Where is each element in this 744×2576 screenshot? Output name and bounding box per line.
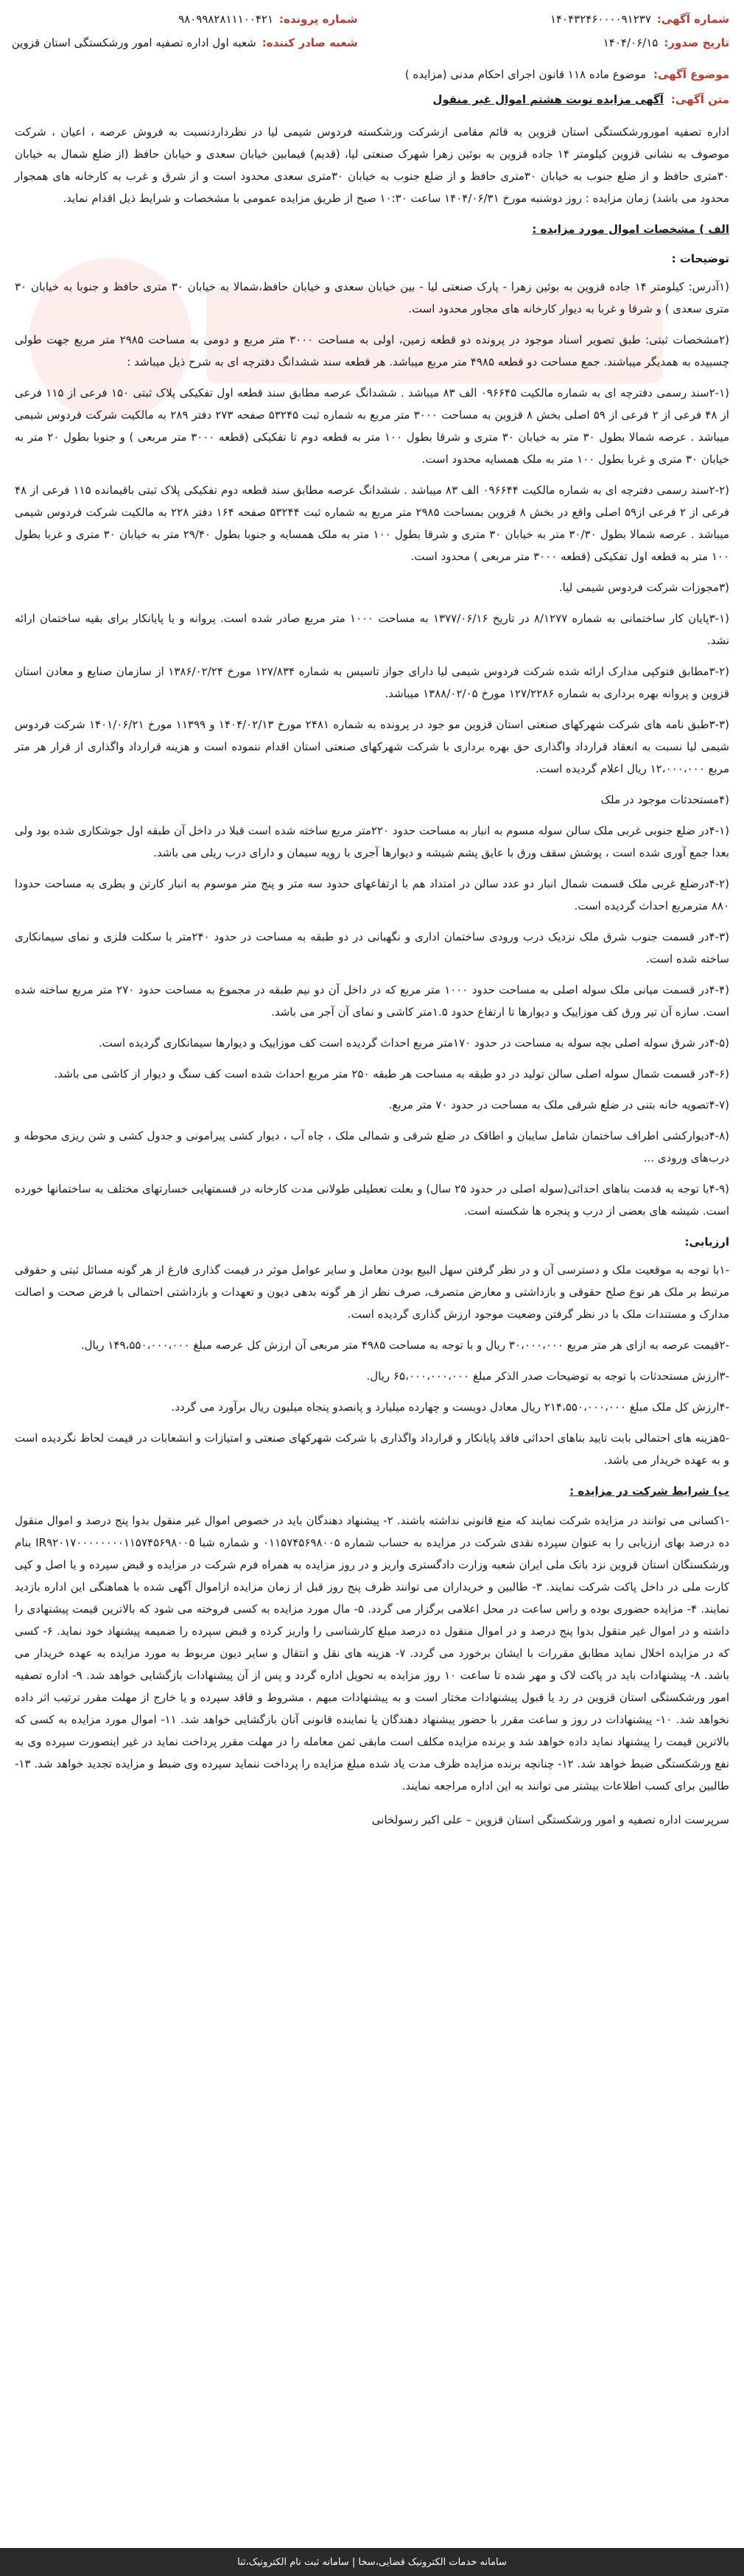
case-number-label: شماره پرونده: [279,13,358,26]
explanations-heading: توضیحات : [671,252,729,265]
header-right-column [386,7,729,55]
item-2-registration: (۲مشخصات ثبتی: طبق تصویر اسناد موجود در پرونده دو قطعه زمین، اولی به مساحت ۳۰۰۰ متر مربع و دومی به مساحت ۲۹۸۵ متر مربع جهت طولی چسبیده به همدیگر میباشند. جمع مساحت دو قطعه ۴۹۸۵ متر مربع میباشد. هر قطعه سند ششدانگ دفترچه ای به شرح ذیل میباشد : [15,333,729,369]
item-4-8-building: (۴-۸دیوارکشی اطراف ساختمان شامل سایبان و اطاقک در ضلع شرقی و شمالی ملک ، چاه آب ، دیوار کشی پیرامونی و جدول کشی و شن ریزی محوطه و درب‌های ورودی ... [15,1129,729,1165]
footer-bar [0,2548,744,2576]
issue-date-label: تاریخ صدور: [664,36,729,49]
item-1-address: (۱آدرس: کیلومتر ۱۴ جاده قزوین به بوئین زهرا - پارک صنعتی لیا - بین خیابان سعدی و خیابان حافظ،شمالا به خیابان ۳۰ متری حافظ و جنوبا به خیابان ۳۰ متری سعدی ) و شرقا و غربا به دیوار کارخانه های مجاور محدود است. [15,280,729,315]
footer-text: سامانه خدمات الکترونیک قضایی،سخا | سامانه ثبت نام الکترونیک،ثنا [237,2556,507,2568]
item-4-6-building: (۴-۶در قسمت شمال سوله اصلی سالن تولید در دو طبقه به مساحت هر طبقه ۲۵۰ متر مربع احداث شده است کف سنگ و دیوار از کاشی می باشد. [54,1067,729,1081]
section-b-heading: ب) شرایط شرکت در مزایده : [569,1484,729,1498]
item-3-1-permit: (۳-۱پایان کار ساختمانی به شماره ۸/۱۲۷۷ در تاریخ ۱۳۷۷/۰۶/۱۶ به مساحت ۱۰۰۰ متر مربع صادر شده است. پروانه و یا پایانکار برای بقیه ساختمان ارائه نشد. [15,612,729,647]
signature-line: سرپرست اداره تصفیه و امور ورشکستگی استان قزوین – علی اکبر رسولخانی [371,1813,729,1826]
appraisal-item-3: -۳ارزش مستحدثات با توجه به توضیحات صدر الذکر مبلغ ۶۵،۰۰۰،۰۰۰،۰۰۰ ریال. [366,1369,729,1383]
item-2-1-deed: (۲-۱سند رسمی دفترچه ای به شماره مالکیت ۰۹۶۶۴۵ الف ۸۳ میباشد . ششدانگ عرصه مطابق سند قطعه اول تفکیکی پلاک ثبتی ۱۵۰ فرعی از ۱۱۵ فرعی از ۴۸ فرعی از ۲ فرعی از ۵۹ اصلی بخش ۸ قزوین به مساحت ۳۰۰۰ متر مربع به شماره ثبت ۵۳۲۴۵ صفحه ۲۷۳ دفتر ۲۸۹ به مالکیت شرکت فردوس شیمی میباشد . عرصه شمالا بطول ۳۰ متر به خیابان ۳۰ متری و شرقا بطول ۱۰۰ متر به قطعه دوم تا تفکیکی (قطعه ۳۰۰۰ متر مربعی ) و جنوبا بطول ۲۰ متر به خیابان ۳۰ متری و غربا بطول ۱۰۰ متر به ملک همسایه محدود است. [15,386,729,466]
header-left-column [11,7,358,55]
item-4-1-building: (۴-۱در ضلع جنوبی غربی ملک سالن سوله مسوم به انبار به مساحت حدود ۲۲۰متر مربع ساخته شده است قبلا در داخل آن طبقه اول جوشکاری شده بود ولی بعدا جمع آوری شده است ، پوشش سقف ورق با عایق پشم شیشه و دیوارها آجری با رویه سیمان و دارای درب ریلی می باشد. [15,824,730,859]
item-3-permits: (۳مجوزات شرکت فردوس شیمی لیا. [558,581,729,594]
auction-conditions: -۱کسانی می توانند در مزایده شرکت نمایند که منع قانونی نداشته باشند. ۲- پیشنهاد دهندگان باید در خصوص اموال غیر منقول بدوا پنج درصد و اموال منقول ده درصد بهای ارزیابی را به عنوان سپرده نقدی شرکت در مزایده به حساب شماره ۰۱۱۵۷۴۵۶۹۸۰۰۵ و شماره شبا IR۹۲۰۱۷۰۰۰۰۰۰۰۰۱۱۵۷۴۵۶۹۸۰۰۵ بنام ورشکستگان استان قزوین نزد بانک ملی ایران شعبه وزارت دادگستری واریز و در روز مزایده به همراه فرم شرکت در مزایده و قبض سپرده و یا اصل و کپی کارت ملی در داخل پاکت شرکت نمایند. ۳- طالبین و خریداران می توانند ظرف پنج روز قبل از زمان مزایده ازاموال آگهی شده با هماهنگی این اداره بازدید نمایند. ۴- مزایده حضوری بوده و راس ساعت در محل اعلامی برگزار می گردد. ۵- مال مورد مزایده به کسی فروخته می شود که بالاترین قیمت پیشنهادی را داشته و در اموال غیر منقول بدوا پنج درصد و در اموال منقول ده درصد مبلغ کارشناسی را واریز کرده و قبض سپرده را ضمیمه پیشنهاد خود نماید. ۶- کسی که در مزایده اخلال نماید مطابق مقررات با ایشان برخورد می گردد. ۷- هزینه های نقل و انتقال و سایر دیون مربوط به مورد مزایده به عهده خریدار می باشد. ۸- پیشنهادات باید در پاکت لاک و مهر شده تا ساعت ۱۰ روز مزایده به تحویل اداره گردد و پس از آن پیشنهادات بازگشایی خواهد شد. ۹- اداره تصفیه امور ورشکستگی استان قزوین در رد یا قبول پیشنهادات مختار است و به پیشنهادات مبهم ، مشروط و فاقد سپرده و یا خارج از مهلت مقرر ترتیب اثر داده نخواهد شد. ۱۰- پیشنهادات در روز و ساعت مقرر با حضور پیشنهاد دهندگان یا نماینده قانونی آنان بازگشایی خواهد شد. ۱۱- اموال مورد مزایده به کسی که بالاترین قیمت را پیشنهاد نماید داده خواهد شد و برنده مزایده مکلف است مابقی ثمن معامله را در مهلت مقرر پرداخت نماید در غیر اینصورت سپرده وی به نفع ورشکستگی ضبط خواهد شد. ۱۲- چنانچه برنده مزایده ظرف مدت یاد شده مبلغ مزایده را پرداخت ننماید سپرده وی ضبط و مزایده تجدید خواهد شد. ۱۳- طالبین برای کسب اطلاعات بیشتر می توانند به این اداره مراجعه نمایند. [15,1514,730,1793]
item-4-9-building: (۴-۹با توجه به قدمت بناهای احداثی(سوله اصلی در حدود ۲۵ سال) و بعلت تعطیلی طولانی مدت کارخانه در قسمتهایی خسارتهای مختلف به ساختمانها خورده است. شیشه های بعضی از درب و پنجره ها شکسته است. [15,1182,729,1218]
item-4-2-building: (۴-۲درضلع غربی ملک قسمت شمال انبار دو عدد سالن در امتداد هم با ارتفاعهای حدود سه متر و پنج متر موسوم به انبار کارتن و بطری به مساحت حدودا ۸۸۰ مترمربع احداث گردیده است. [15,877,729,912]
header-meta [11,7,729,55]
item-2-2-deed: (۲-۲سند رسمی دفترچه ای به شماره مالکیت ۰۹۶۶۴۴ الف ۸۳ میباشد . ششدانگ عرصه مطابق سند قطعه دوم تفکیکی پلاک ثبتی باقیمانده ۱۱۵ فرعی از ۴۸ فرعی از ۲ فرعی از۵۹ اصلی واقع در بخش ۸ قزوین بمساحت ۲۹۸۵ متر مربع به شماره ثبت ۵۳۲۴۴ صفحه ۱۶۴ دفتر ۲۲۸ به مالکیت شرکت فردوس شیمی میباشد . عرصه شمالا بطول ۳۰/۳۰ متر به خیابان ۳۰ متری و شرقا بطول ۱۰۰ متر به ملک همسایه و جنوبا بطول ۲۹/۴۰ متر به خیابان ۳۰ متری و غربا بطول ۱۰۰ متر به قطعه اول تفکیکی (قطعه ۳۰۰۰ متر مربعی ) محدود است. [15,484,729,563]
item-3-3-permit: (۳-۳طبق نامه های شرکت شهرکهای صنعتی استان قزوین مو جود در پرونده به شماره ۲۴۸۱ مورخ ۱۴۰۴/۰۲/۱۳ و ۱۱۳۹۹ مورخ ۱۴۰۱/۰۶/۲۱ شرکت فردوس شیمی لیا نسبت به انعقاد قرارداد واگذاری حق بهره برداری با شرکت شهرکهای صنعتی استان اقدام ننموده است و هزینه قرارداد واگذاری از قرار هر متر مربع ۱۲،۰۰۰،۰۰۰ ریال اعلام گردیده است. [15,718,729,775]
appraisal-item-4: -۴ارزش کل ملک مبلغ ۲۱۴،۵۵۰،۰۰۰،۰۰۰ ریال معادل دویست و چهارده میلیارد و پانصدو پنجاه میلیون ریال برآورد می گردد. [171,1400,729,1414]
notice-title: آگهی مزایده نوبت هشتم اموال غیر منقول [432,93,664,106]
section-a-heading: الف ) مشخصات اموال مورد مزایده : [532,223,729,236]
appraisal-heading: ارزیابی: [684,1235,729,1249]
ad-number-label: شماره آگهی: [656,13,729,26]
appraisal-item-1: -۱با توجه به موقعیت ملک و دسترسی آن و در نظر گرفتن سهل البیع بودن معامل و سایر عوامل موثر در قیمت گذاری فارغ از هر گونه مسائل ثبتی و حقوقی مرتبط بر ملک هر نوع صلح حقوقی و بازداشتی و معارض متصرف، صرف نظر از هر گونه بدهی دیون و تعهدات و بازداشتی احتمالی با فرض صحت و اصالت مدارک و مستندات ملک با در نظر گرفتن وضعیت موجود ارزش گذاری گردیده است. [15,1263,729,1321]
item-4-3-building: (۴-۳در قسمت جنوب شرق ملک نزدیک درب ورودی ساختمان اداری و نگهبانی در دو طبقه به مساحت در حدود ۲۴۰متر با سکلت فلزی و نمای سیمانکاری ساخته شده است. [15,930,729,966]
notice-body [15,121,729,1831]
branch-label: شعبه صادر کننده: [262,36,358,49]
text-label: متن آگهی: [670,93,729,106]
item-4-7-building: (۴-۷تصویه خانه بتنی در ضلع شرقی ملک به مساحت در حدود ۷۰ متر مربع. [388,1098,729,1111]
subject-label: موضوع آگهی: [653,68,729,81]
appraisal-item-5: -۵هزینه های احتمالی بابت تایید بناهای احداثی فاقد پایانکار و قرارداد واگذاری با شرکت شهرکهای صنعتی و امتیازات و انشعابات در قیمت لحاظ نگردیده است و به عهده خریدار می باشد. [15,1431,729,1467]
ad-number-value: ۱۴۰۴۳۲۴۶۰۰۰۰۹۱۲۳۷ [550,13,651,26]
item-4-buildings: (۴مستحدثات موجود در ملک [600,793,729,806]
subject-value: موضوع ماده ۱۱۸ قانون اجرای احکام مدنی (مزایده ) [404,68,646,81]
item-4-4-building: (۴-۴در قسمت میانی ملک سوله اصلی به مساحت حدود ۱۰۰۰ متر مربع که در داخل آن دو نیم طبقه در مجموع به مساحت حدود ۲۷۰ متر مربع ساخته شده است. سازه آن تیر ورق کف موزاییک و دیوارها تا ارتفاع حدود ۱.۵متر کاشی و نمای آن آجر می باشد. [15,983,729,1019]
subject-block [15,62,729,112]
branch-value: شعبه اول اداره تصفیه امور ورشکستگی استان قزوین [11,36,256,49]
item-4-5-building: (۴-۵در شرق سوله اصلی بچه سوله به مساحت در حدود ۱۷۰متر مربع احداث گردیده است کف موزاییک و دیوارها سیمانکاری گردیده است. [98,1036,729,1050]
item-3-2-permit: (۳-۲مطابق فتوکپی مدارک ارائه شده شرکت فردوس شیمی لیا دارای جواز تاسیس به شماره ۱۲۷/۸۳۴ مورخ ۱۳۸۶/۰۲/۲۴ از سازمان صنایع و معادن استان قزوین و پروانه بهره برداری به شماره ۱۲۷/۲۲۸۶ مورخ ۱۳۸۸/۰۲/۰۵ میباشد. [15,665,729,700]
issue-date-value: ۱۴۰۴/۰۶/۱۵ [603,36,659,49]
intro-paragraph: اداره تصفیه امورورشکستگی استان قزوین به قائم مقامی ازشرکت ورشکسته فردوس شیمی لیا در نظرداردنسبت به فروش عرصه ، اعیان ، شرکت موصوف به نشانی قزوین کیلومتر ۱۴ جاده قزوین به بوئین زهرا شهرک صنعتی لیا، (قدیم) فیمابین خیابان سعدی و خیابان حافظ (از ضلع شمال به خیابان ۳۰متری حافظ و از ضلع جنوب به خیابان ۳۰متری حافظ و از ضلع جنوب به خیابان ۳۰متری سعدی محدود است و از شرق و غرب به کارخانه های همجوار محدود می باشد) زمان مزایده : روز دوشنبه مورخ ۱۴۰۴/۰۶/۳۱ ساعت ۱۰:۳۰ صبح از طریق مزایده عمومی با مشخصات و شرایط ذیل اقدام نماید. [15,125,730,205]
case-number-value: ۹۸۰۹۹۸۲۸۱۱۱۰۰۴۲۱ [178,13,273,26]
appraisal-item-2: -۲قیمت عرصه به ازای هر متر مربع ۳۰،۰۰۰،۰۰۰ ریال و با توجه به مساحت ۴۹۸۵ متر مربعی آن ارزش کل عرصه مبلغ ۱۴۹،۵۵۰،۰۰۰،۰۰۰ ریال. [80,1338,729,1352]
